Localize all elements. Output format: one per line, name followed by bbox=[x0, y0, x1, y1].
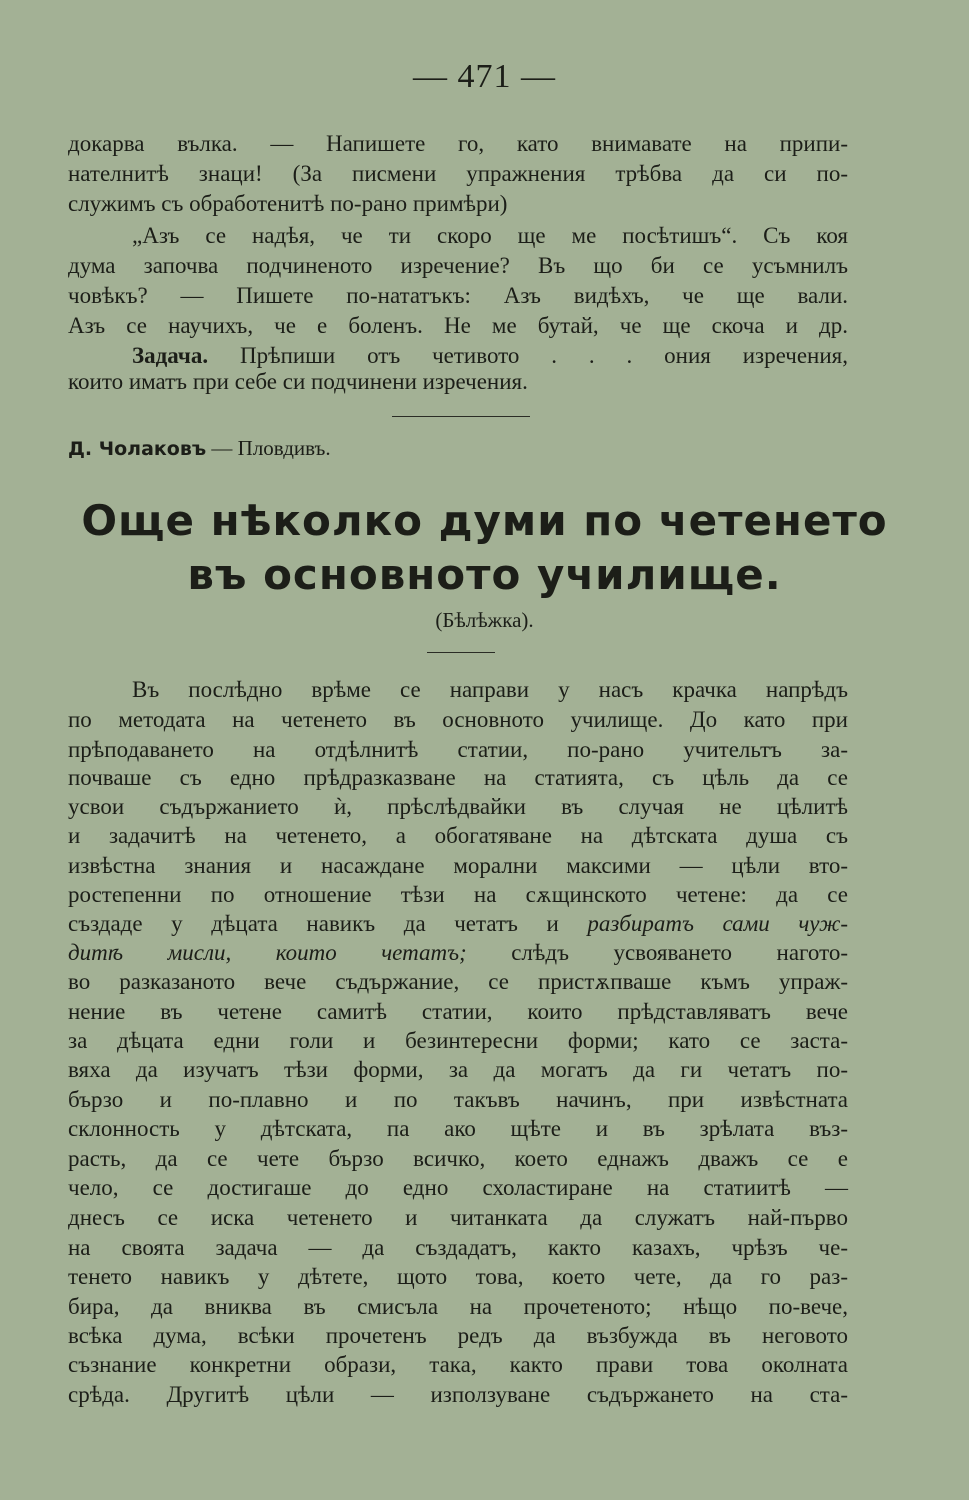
text-line: ростепенни по отношение тѣзи на сѫщинското четене: да се bbox=[68, 882, 848, 907]
text-line: докарва вълка. — Напишете го, като внимавате на припи- bbox=[68, 131, 848, 156]
text-line: по методата на четенето въ основното училище. До като при bbox=[68, 707, 848, 732]
text-line: чело, се достигаше до едно схоластиране на статиитѣ — bbox=[68, 1175, 848, 1200]
text-line: расть, да се чете бързо всичко, което еднажъ дважъ се е bbox=[68, 1146, 848, 1171]
text-line: съзнание конкретни образи, така, както прави това околната bbox=[68, 1352, 848, 1377]
task-text: Прѣпиши отъ четивото . . . ония изречения, bbox=[239, 343, 849, 368]
text-line: вяха да изучатъ тѣзи форми, за да могатъ да ги четатъ по- bbox=[68, 1057, 848, 1082]
author-name: Д. Чолаковъ bbox=[68, 438, 207, 460]
text-line: склонность у дѣтската, па ако щѣте и въ зрѣлата въз- bbox=[68, 1116, 848, 1141]
text-line: срѣда. Другитѣ цѣли — използуване съдържането на ста- bbox=[68, 1382, 848, 1407]
text-line: извѣстна знания и насаждане морални максими — цѣли вто- bbox=[68, 853, 848, 878]
author-byline bbox=[68, 436, 331, 461]
text-line: служимъ съ обработенитѣ по-рано примѣри) bbox=[68, 191, 508, 216]
text-line: всѣка дума, всѣки прочетенъ редъ да възбужда въ неговото bbox=[68, 1323, 848, 1348]
text-line: Въ послѣдно врѣме се направи у насъ крачка напрѣдъ bbox=[132, 677, 848, 702]
text-line: тенето навикъ у дѣтете, щото това, което чете, да го раз- bbox=[68, 1264, 848, 1289]
text-line: почваше съ едно прѣдразказване на статията, съ цѣль да се bbox=[68, 765, 848, 790]
text-line: усвои съдържанието ѝ, прѣслѣдвайки въ случая не цѣлитѣ bbox=[68, 794, 848, 819]
text-line bbox=[68, 939, 848, 967]
article-note: (Бѣлѣжка). bbox=[435, 608, 534, 632]
author-place: — Пловдивъ. bbox=[211, 436, 331, 460]
text-line: Азъ се научихъ, че е боленъ. Не ме бутай, че ще скоча и др. bbox=[68, 313, 848, 338]
task-line bbox=[68, 342, 848, 370]
text-line: прѣподаването на отдѣлнитѣ статии, по-рано учительтъ за- bbox=[68, 737, 848, 762]
text-line: бира, да вниква въ смисъла на прочетеното; нѣщо по-вече, bbox=[68, 1294, 848, 1319]
task-label: Задача. bbox=[132, 343, 209, 368]
text-line: нение въ четене самитѣ статии, които прѣдставляватъ вече bbox=[68, 999, 848, 1024]
page-number: — 471 — bbox=[413, 58, 556, 95]
text-line: и задачитѣ на четенето, а обогатяване на дѣтската душа съ bbox=[68, 823, 848, 848]
article-title-line-1: Още нѣколко думи по четенето bbox=[81, 496, 888, 545]
text-line: които иматъ при себе си подчинени изречения. bbox=[68, 369, 528, 394]
text-line: човѣкъ? — Пишете по-нататъкъ: Азъ видѣхъ, че ще вали. bbox=[68, 283, 848, 308]
text-line: дума започва подчиненото изречение? Въ що би се усъмнилъ bbox=[68, 253, 848, 278]
text-line: на своята задача — да създадатъ, както казахъ, чрѣзъ че- bbox=[68, 1235, 848, 1260]
text-line: днесъ се иска четенето и читанката да служатъ най-първо bbox=[68, 1205, 848, 1230]
article-title-line-2: въ основното училище. bbox=[187, 550, 782, 599]
text-line: во разказаното вече съдържание, се пристѫпваше къмъ упраж- bbox=[68, 969, 848, 994]
italic-segment: разбиратъ сами чуж- bbox=[587, 911, 848, 936]
text-line bbox=[68, 910, 848, 938]
title-divider bbox=[427, 652, 495, 653]
text-line: „Азъ се надѣя, че ти скоро ще ме посѣтишъ“. Съ коя bbox=[132, 223, 848, 248]
italic-segment: дитѣ мисли, които четатъ; bbox=[68, 940, 467, 965]
text-line: бързо и по-плавно и по такъвъ начинъ, при извѣстната bbox=[68, 1087, 848, 1112]
text-line: нателнитѣ знаци! (За писмени упражнения трѣбва да си по- bbox=[68, 161, 848, 186]
text-segment: създаде у дѣцата навикъ да четатъ и bbox=[68, 911, 559, 936]
text-line: за дѣцата едни голи и безинтересни форми; като се заста- bbox=[68, 1028, 848, 1053]
text-segment: слѣдъ усвояването нагото- bbox=[511, 940, 849, 965]
section-divider bbox=[392, 416, 530, 417]
